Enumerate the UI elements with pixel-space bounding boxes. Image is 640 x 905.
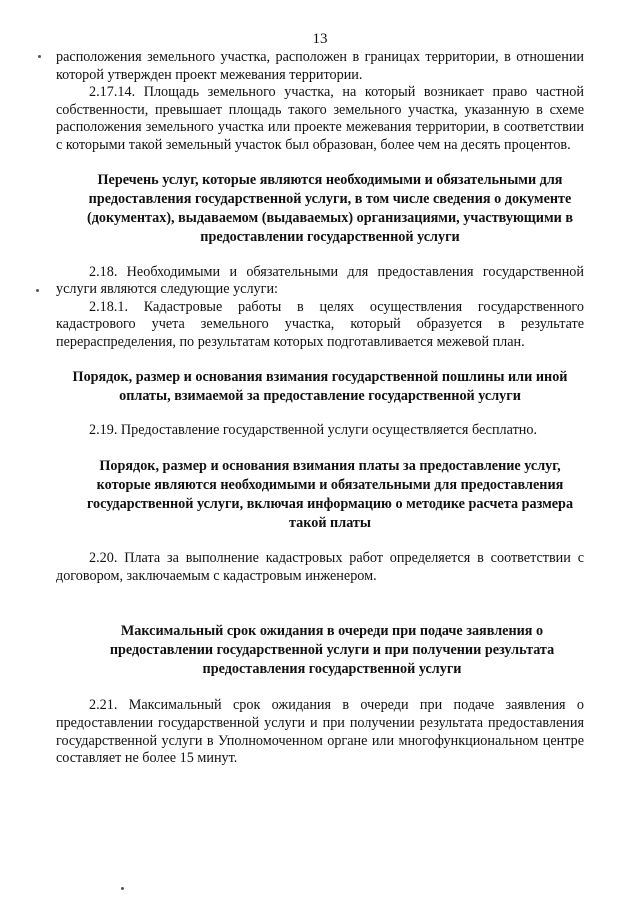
paragraph-2-18-1: 2.18.1. Кадастровые работы в целях осуществления государственного кадастрового учета земельного участка, который образуется в результате перераспределения, по результатам которых подготавливается межевой план. (56, 298, 584, 350)
scan-speck (38, 55, 41, 58)
paragraph-2-19: 2.19. Предоставление государственной услуги осуществляется бесплатно. (89, 421, 538, 438)
section-heading-required-services: Перечень услуг, которые являются необходимыми и обязательными для предоставления государственной услуги, в том числе сведения о документе (документах), выдаваемом (выдаваемых) организациями, участвующими в предоставлении государственной услуги (86, 171, 573, 245)
section-heading-queue-time: Максимальный срок ожидания в очереди при подаче заявления о предоставлении государственной услуги и при получении результата предоставления государственной услуги (109, 623, 555, 678)
paragraph-2-21: 2.21. Максимальный срок ожидания в очереди при подаче заявления о предоставлении государственной услуги и при получении результата предоставления государственной услуги в Уполномоченном органе или многофункциональном центре составляет не более 15 минут. (56, 697, 584, 767)
paragraph-continuation: расположения земельного участка, расположен в границах территории, в отношении которой утвержден проект межевания территории. (56, 49, 584, 83)
document-body (56, 49, 584, 768)
paragraph-2-20: 2.20. Плата за выполнение кадастровых работ определяется в соответствии с договором, заключаемым с кадастровым инженером. (56, 550, 584, 584)
paragraph-2-17-14: 2.17.14. Площадь земельного участка, на который возникает право частной собственности, превышает площадь такого земельного участка, указанную в схеме расположения земельного участка или проекте межевания территории, в соответствии с которыми такой земельный участок был образован, более чем на десять процентов. (56, 84, 584, 153)
section-heading-service-fees: Порядок, размер и основания взимания платы за предоставление услуг, которые являются необходимыми и обязательными для предоставления государственной услуги, включая информацию о методике расчета размера такой платы (86, 458, 574, 532)
page-number: 13 (312, 31, 328, 47)
paragraph-2-18: 2.18. Необходимыми и обязательными для предоставления государственной услуги являются следующие услуги: (56, 263, 584, 298)
section-heading-state-fee: Порядок, размер и основания взимания государственной пошлины или иной оплаты, взимаемой за предоставление государственной услуги (72, 368, 568, 404)
scan-speck (121, 887, 124, 890)
scan-speck (36, 289, 39, 292)
